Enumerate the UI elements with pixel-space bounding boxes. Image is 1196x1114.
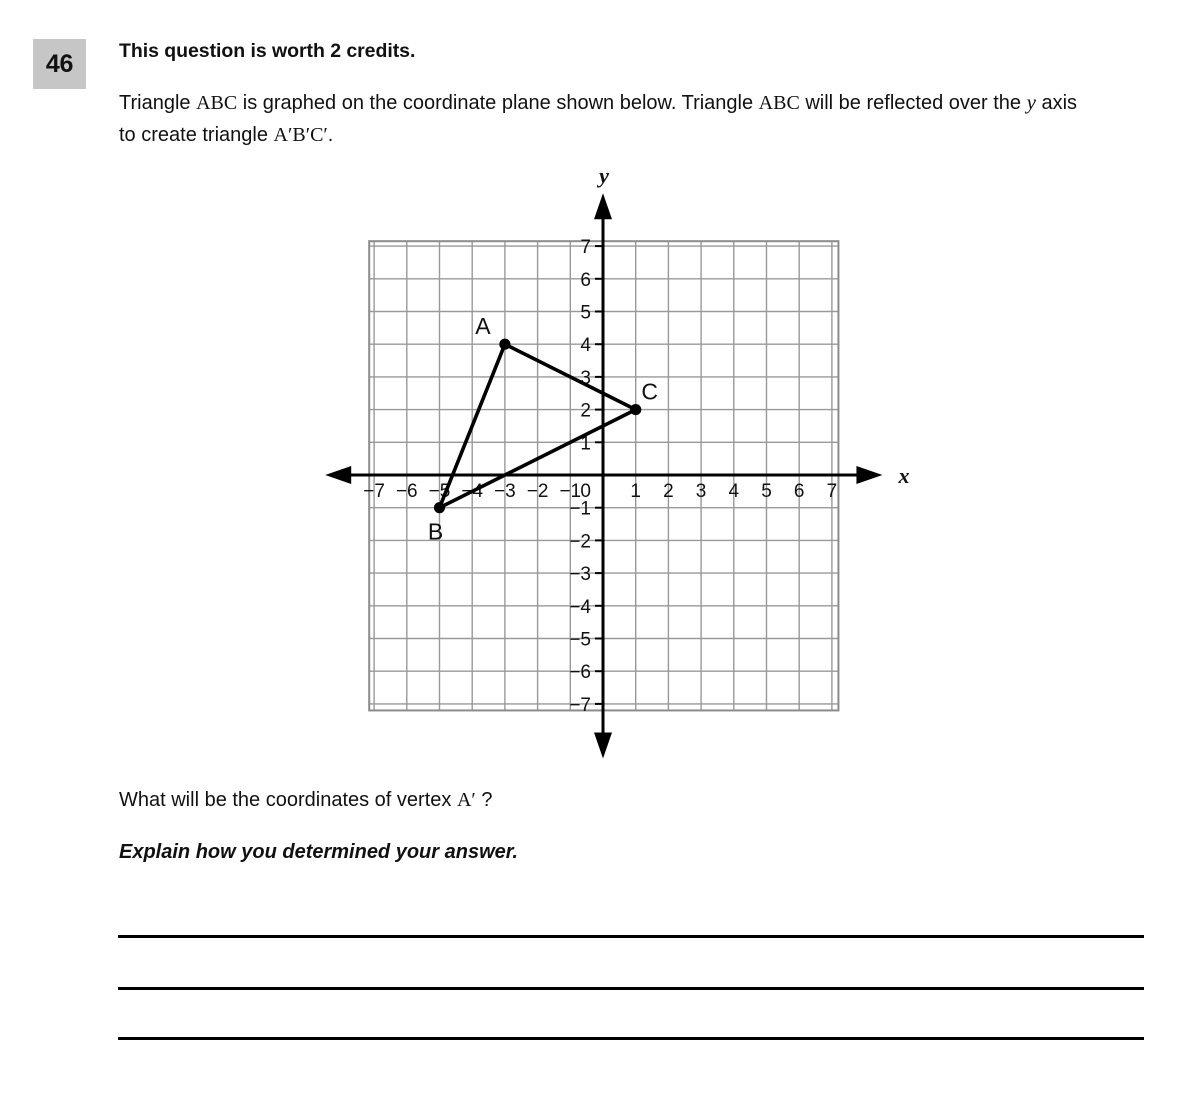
axis-names [596, 163, 909, 488]
intro-triangle-abc-prime: A′B′C′ [273, 124, 328, 146]
plotted-shapes [428, 313, 658, 545]
y-axis-tick-label: 1 [580, 433, 591, 455]
question-number-badge [33, 39, 86, 89]
x-axis-tick-label: 1 [630, 481, 641, 502]
y-axis-arrow-up [594, 193, 612, 219]
x-axis-arrow-right [856, 466, 882, 484]
y-axis-tick-label: −7 [569, 694, 591, 716]
answer-line-3[interactable] [118, 1037, 1144, 1040]
intro-text-5: . [327, 124, 334, 146]
intro-text-3: will be reflected over the [799, 92, 1027, 114]
y-axis-tick-label: 3 [580, 367, 591, 389]
x-axis-tick-label: −6 [395, 481, 418, 502]
y-axis-tick-label: −4 [569, 596, 591, 618]
x-axis-tick-label: 7 [826, 481, 838, 502]
coordinate-plane-figure [330, 163, 910, 760]
intro-triangle-abc-2: ABC [758, 92, 800, 114]
origin-label: 0 [580, 481, 591, 502]
x-axis-tick-label: 5 [761, 481, 772, 502]
answer-line-1[interactable] [118, 935, 1144, 938]
x-axis-tick-label: −5 [428, 481, 451, 502]
x-axis-tick-label: −4 [461, 481, 484, 502]
x-axis-tick-label: 2 [663, 481, 674, 502]
vertex-label-C: C [641, 378, 659, 405]
y-axis-tick-label: 6 [580, 269, 591, 291]
x-axis-tick-label: −2 [526, 481, 549, 502]
y-axis-tick-label: −6 [569, 662, 591, 684]
y-axis-tick-label: 7 [580, 237, 591, 259]
y-axis-name: y [599, 163, 609, 189]
x-axis-tick-label: 3 [695, 481, 707, 502]
y-axis-tick-label: −1 [569, 498, 591, 520]
intro-text-4: axis to create triangle [119, 92, 1078, 146]
vertex-question-text-1: What will be the coordinates of vertex [119, 789, 457, 811]
question-intro-paragraph [119, 86, 1079, 151]
intro-text-1: Triangle [119, 92, 197, 114]
credits-statement: This question is worth 2 credits. [119, 40, 416, 62]
x-axis-name: x [898, 463, 910, 488]
question-number: 46 [45, 49, 74, 78]
vertex-label-B: B [427, 518, 444, 545]
vertex-question-text-2: ? [475, 789, 493, 811]
vertex-label-A: A [475, 313, 491, 340]
y-axis-tick-label: 4 [580, 335, 591, 357]
x-axis-tick-label: 4 [728, 481, 740, 502]
y-axis-arrow-down [594, 732, 612, 758]
vertex-point-A [499, 339, 510, 350]
vertex-question-line [119, 789, 492, 812]
y-axis-tick-label: −3 [569, 564, 591, 586]
intro-variable-y: y [1026, 90, 1036, 114]
y-axis-tick-label: −2 [569, 531, 591, 553]
answer-line-2[interactable] [118, 987, 1144, 990]
y-axis-tick-label: −5 [569, 629, 591, 651]
x-axis-arrow-left [325, 466, 351, 484]
x-axis-tick-label: −1 [559, 481, 582, 502]
vertex-point-C [630, 404, 641, 415]
y-axis-tick-label: 5 [580, 302, 591, 324]
coordinate-plane-svg [330, 163, 910, 760]
vertex-a-prime-label: A′ [456, 789, 476, 811]
x-axis-tick-label: −3 [494, 481, 516, 502]
vertex-point-B [434, 502, 445, 513]
x-axis-tick-label: 6 [793, 481, 805, 502]
intro-triangle-abc-1: ABC [196, 92, 238, 114]
explain-instruction: Explain how you determined your answer. [119, 841, 518, 863]
intro-text-2: is graphed on the coordinate plane shown below. Triangle [237, 92, 759, 114]
y-axis-tick-label: 2 [580, 400, 591, 422]
x-axis-tick-label: −7 [363, 481, 385, 502]
